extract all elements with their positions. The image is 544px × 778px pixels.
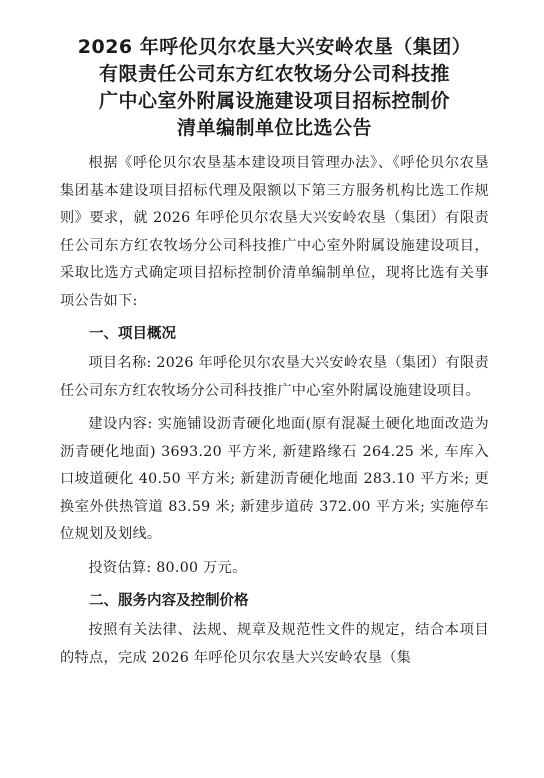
construction-content-paragraph: 建设内容: 实施铺设沥青硬化地面(原有混凝土硬化地面改造为沥青硬化地面) 3693.20 平方米, 新建路缘石 264.25 米, 车库入口坡道硬化 40.50 平方米; 新建沥青硬化地面 283.10 平方米; 更换室外供热管道 83.59 米; 新建步道砖 372.00 平方米; 实施停车位规划及划线。 [60,416,489,542]
investment-estimate-paragraph: 投资估算: 80.00 万元。 [88,559,247,576]
section-1-heading: 一、项目概况 [89,326,176,342]
section-2-heading: 二、服务内容及控制价格 [89,593,249,609]
document-title [60,34,489,142]
title-line-1: 2026 年呼伦贝尔农垦大兴安岭农垦（集团） [77,36,472,58]
title-line-3: 广中心室外附属设施建设项目招标控制价 [98,90,450,112]
intro-paragraph: 根据《呼伦贝尔农垦基本建设项目管理办法》、《呼伦贝尔农垦集团基本建设项目招标代理及限额以下第三方服务机构比选工作规则》要求，就 2026 年呼伦贝尔农垦大兴安岭农垦（集团）有限责任公司东方红农牧场分公司科技推广中心室外附属设施建设项目，采取比选方式确定项目招标控制价清单编制单位，现将比选有关事项公告如下: [60,155,489,309]
project-name-paragraph: 项目名称: 2026 年呼伦贝尔农垦大兴安岭农垦（集团）有限责任公司东方红农牧场分公司科技推广中心室外附属设施建设项目。 [60,355,489,399]
service-content-paragraph: 按照有关法律、法规、规章及规范性文件的规定，结合本项目的特点，完成 2026 年呼伦贝尔农垦大兴安岭农垦（集 [60,622,489,666]
title-line-2: 有限责任公司东方红农牧场分公司科技推 [98,63,450,85]
title-line-4: 清单编制单位比选公告 [176,117,372,139]
